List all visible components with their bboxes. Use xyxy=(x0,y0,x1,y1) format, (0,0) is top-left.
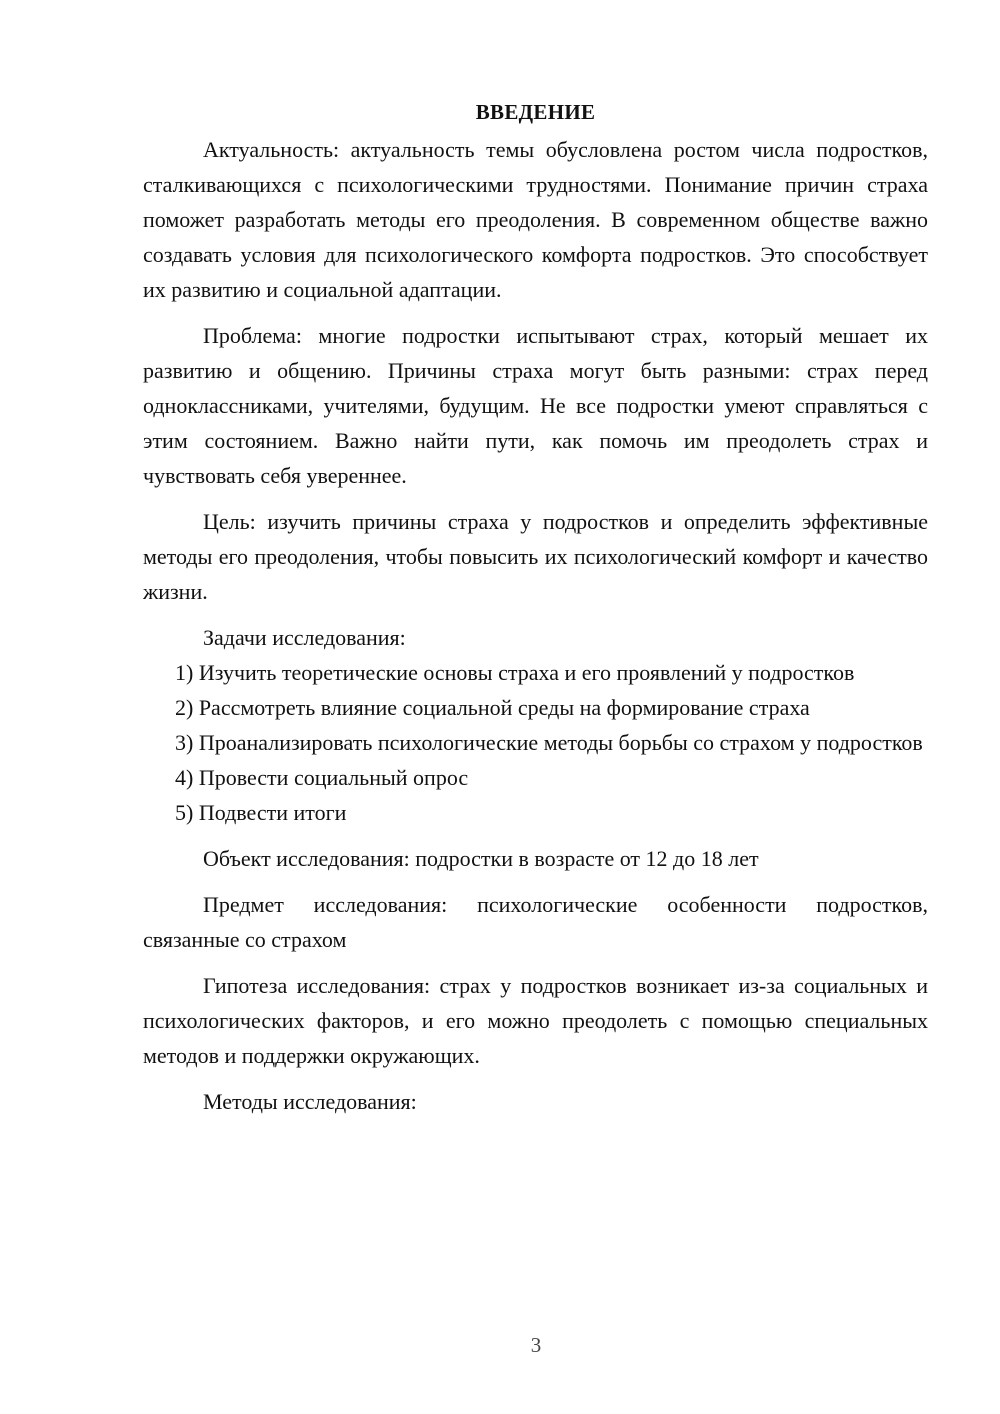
task-item: 4) Провести социальный опрос xyxy=(175,765,469,790)
hypothesis-paragraph: Гипотеза исследования: страх у подростков возникает из-за социальных и психологических факторов, и его можно преодолеть с помощью специальных методов и поддержки окружающих. xyxy=(143,973,928,1068)
page-content xyxy=(143,95,928,1119)
goal-paragraph: Цель: изучить причины страха у подростков и определить эффективные методы его преодоления, чтобы повысить их психологический комфорт и качество жизни. xyxy=(143,509,928,604)
tasks-heading: Задачи исследования: xyxy=(203,625,406,650)
subject-paragraph: Предмет исследования: психологические особенности подростков, связанные со страхом xyxy=(143,892,928,952)
problem-paragraph: Проблема: многие подростки испытывают страх, который мешает их развитию и общению. Причины страха могут быть разными: страх перед одноклассниками, учителями, будущим. Не все подростки умеют справляться с этим состоянием. Важно найти пути, как помочь им преодолеть страх и чувствовать себя увереннее. xyxy=(143,323,928,488)
object-paragraph: Объект исследования: подростки в возрасте от 12 до 18 лет xyxy=(203,846,759,871)
page-title: ВВЕДЕНИЕ xyxy=(475,100,596,124)
task-item: 5) Подвести итоги xyxy=(175,800,347,825)
relevance-paragraph: Актуальность: актуальность темы обусловлена ростом числа подростков, сталкивающихся с психологическими трудностями. Понимание причин страха поможет разработать методы его преодоления. В современном обществе важно создавать условия для психологического комфорта подростков. Это способствует их развитию и социальной адаптации. xyxy=(143,137,928,302)
page-number: 3 xyxy=(530,1333,542,1357)
task-item: 2) Рассмотреть влияние социальной среды на формирование страха xyxy=(175,695,810,720)
methods-heading: Методы исследования: xyxy=(203,1089,417,1114)
task-item: 3) Проанализировать психологические методы борьбы со страхом у подростков xyxy=(175,730,923,755)
task-item: 1) Изучить теоретические основы страха и его проявлений у подростков xyxy=(175,660,855,685)
